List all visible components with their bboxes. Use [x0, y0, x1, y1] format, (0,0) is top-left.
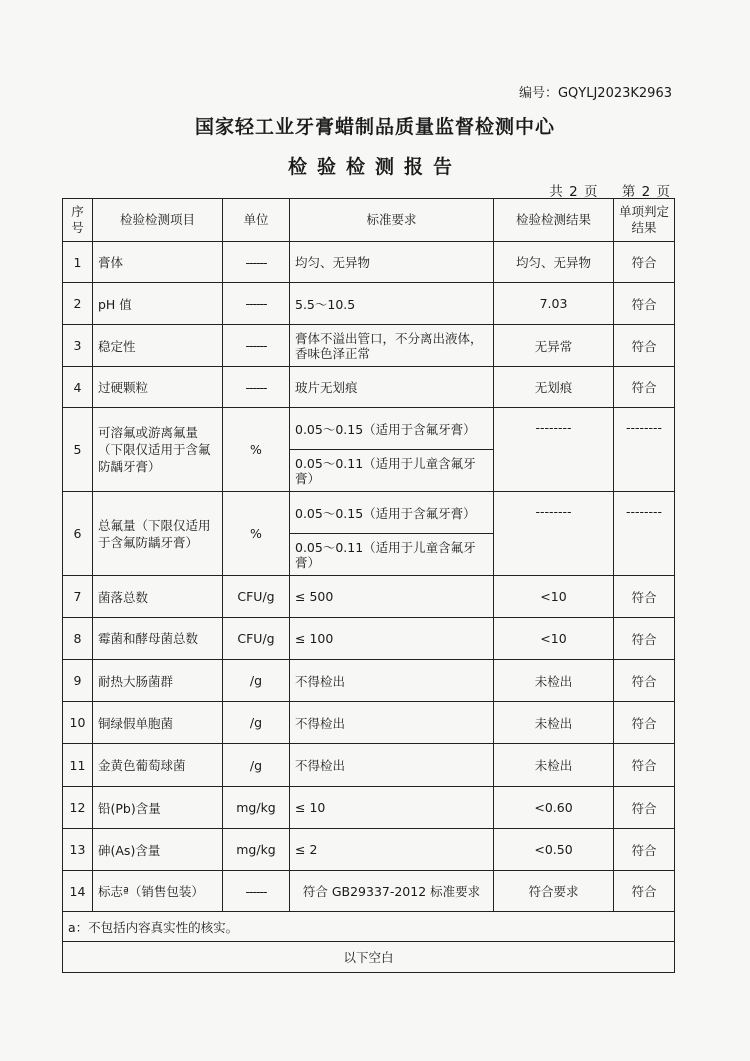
row-unit: CFU/g: [223, 618, 290, 660]
row-result: <0.60: [494, 787, 614, 829]
row-requirement: 不得检出: [290, 660, 494, 702]
row-unit: ------: [223, 283, 290, 325]
row-result: 未检出: [494, 744, 614, 787]
report-number: 编号：GQYLJ2023K2963: [518, 86, 672, 101]
row-result: <10: [494, 618, 614, 660]
row-item: 总氟量（下限仅适用于含氟防龋牙膏）: [93, 492, 223, 576]
row-item: 膏体: [93, 242, 223, 283]
table-row: [63, 325, 675, 367]
table-row: [63, 787, 675, 829]
table-row: [63, 744, 675, 787]
row-verdict: --------: [614, 492, 675, 576]
row-no: 13: [63, 829, 93, 871]
test-results-table: [62, 198, 675, 973]
table-row: [63, 367, 675, 408]
row-requirement: 5.5～10.5: [290, 283, 494, 325]
row-result: 7.03: [494, 283, 614, 325]
row-result: <10: [494, 576, 614, 618]
end-row: [63, 942, 675, 973]
end-of-content-note: 以下空白: [63, 942, 675, 973]
row-requirement: 不得检出: [290, 744, 494, 787]
row-requirement: 0.05～0.11（适用于儿童含氟牙膏）: [290, 450, 494, 492]
row-result: 未检出: [494, 660, 614, 702]
row-item: 铜绿假单胞菌: [93, 702, 223, 744]
report-title: 检验检测报告: [287, 156, 462, 178]
row-requirement: 均匀、无异物: [290, 242, 494, 283]
row-verdict: 符合: [614, 367, 675, 408]
row-item: 铅(Pb)含量: [93, 787, 223, 829]
row-unit: CFU/g: [223, 576, 290, 618]
table-row: [63, 283, 675, 325]
row-verdict: 符合: [614, 744, 675, 787]
table-row: [63, 492, 675, 534]
row-unit: ------: [223, 242, 290, 283]
row-verdict: 符合: [614, 702, 675, 744]
row-item: 金黄色葡萄球菌: [93, 744, 223, 787]
row-verdict: --------: [614, 408, 675, 492]
header-no: 序号: [63, 199, 93, 242]
organization-name: 国家轻工业牙膏蜡制品质量监督检测中心: [194, 116, 555, 138]
row-unit: ------: [223, 325, 290, 367]
row-requirement: 符合 GB29337-2012 标准要求: [290, 871, 494, 912]
row-item: pH 值: [93, 283, 223, 325]
row-no: 1: [63, 242, 93, 283]
row-unit: /g: [223, 660, 290, 702]
row-unit: mg/kg: [223, 829, 290, 871]
row-verdict: 符合: [614, 283, 675, 325]
row-result: --------: [494, 492, 614, 576]
table-row: [63, 871, 675, 912]
row-item: 过硬颗粒: [93, 367, 223, 408]
row-unit: %: [223, 408, 290, 492]
row-unit: /g: [223, 702, 290, 744]
row-requirement: ≤ 2: [290, 829, 494, 871]
row-item: 标志ª（销售包装）: [93, 871, 223, 912]
row-verdict: 符合: [614, 618, 675, 660]
row-no: 6: [63, 492, 93, 576]
page-indicator: [545, 180, 670, 200]
row-no: 10: [63, 702, 93, 744]
row-no: 4: [63, 367, 93, 408]
total-pages: 共 2 页: [549, 184, 598, 200]
table-row: [63, 576, 675, 618]
row-result: 均匀、无异物: [494, 242, 614, 283]
row-requirement: 0.05～0.11（适用于儿童含氟牙膏）: [290, 534, 494, 576]
table-row: [63, 242, 675, 283]
row-verdict: 符合: [614, 242, 675, 283]
row-no: 3: [63, 325, 93, 367]
header-result: 检验检测结果: [494, 199, 614, 242]
table-row: [63, 618, 675, 660]
row-no: 2: [63, 283, 93, 325]
table-row: [63, 702, 675, 744]
row-unit: ------: [223, 367, 290, 408]
row-item: 菌落总数: [93, 576, 223, 618]
row-item: 可溶氟或游离氟量（下限仅适用于含氟防龋牙膏）: [93, 408, 223, 492]
row-requirement: ≤ 10: [290, 787, 494, 829]
table-header-row: [63, 199, 675, 242]
row-requirement: ≤ 500: [290, 576, 494, 618]
row-requirement: 玻片无划痕: [290, 367, 494, 408]
row-unit: %: [223, 492, 290, 576]
row-requirement: 膏体不溢出管口，不分离出液体，香味色泽正常: [290, 325, 494, 367]
row-no: 8: [63, 618, 93, 660]
row-result: --------: [494, 408, 614, 492]
row-no: 12: [63, 787, 93, 829]
footnote-row: [63, 912, 675, 942]
header-verdict: 单项判定结果: [614, 199, 675, 242]
row-result: 无划痕: [494, 367, 614, 408]
row-item: 耐热大肠菌群: [93, 660, 223, 702]
row-verdict: 符合: [614, 325, 675, 367]
row-result: 未检出: [494, 702, 614, 744]
row-verdict: 符合: [614, 576, 675, 618]
row-unit: /g: [223, 744, 290, 787]
header-unit: 单位: [223, 199, 290, 242]
row-result: <0.50: [494, 829, 614, 871]
row-no: 14: [63, 871, 93, 912]
table-row: [63, 829, 675, 871]
row-verdict: 符合: [614, 829, 675, 871]
row-requirement: 不得检出: [290, 702, 494, 744]
row-result: 符合要求: [494, 871, 614, 912]
table-row: [63, 660, 675, 702]
row-verdict: 符合: [614, 787, 675, 829]
row-no: 7: [63, 576, 93, 618]
row-no: 11: [63, 744, 93, 787]
table-row: [63, 408, 675, 450]
row-result: 无异常: [494, 325, 614, 367]
row-requirement: 0.05～0.15（适用于含氟牙膏）: [290, 492, 494, 534]
row-unit: mg/kg: [223, 787, 290, 829]
row-item: 砷(As)含量: [93, 829, 223, 871]
row-verdict: 符合: [614, 871, 675, 912]
current-page: 第 2 页: [621, 184, 670, 200]
row-verdict: 符合: [614, 660, 675, 702]
row-unit: ------: [223, 871, 290, 912]
row-item: 稳定性: [93, 325, 223, 367]
row-no: 9: [63, 660, 93, 702]
header-item: 检验检测项目: [93, 199, 223, 242]
row-no: 5: [63, 408, 93, 492]
header-requirement: 标准要求: [290, 199, 494, 242]
footnote-text: a：不包括内容真实性的核实。: [63, 912, 675, 942]
row-item: 霉菌和酵母菌总数: [93, 618, 223, 660]
row-requirement: 0.05～0.15（适用于含氟牙膏）: [290, 408, 494, 450]
row-requirement: ≤ 100: [290, 618, 494, 660]
